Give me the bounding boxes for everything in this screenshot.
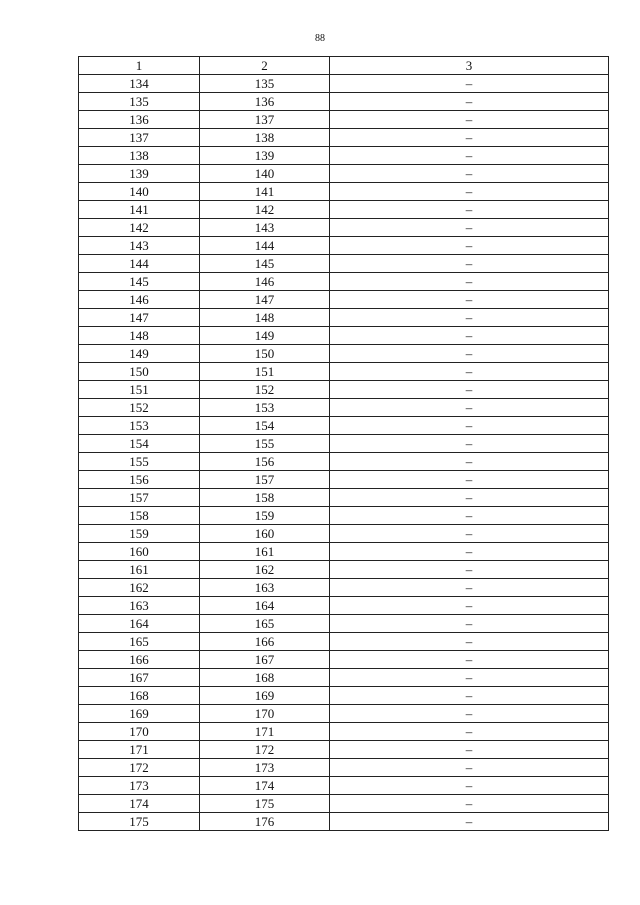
table-cell-col-1: 148 bbox=[79, 327, 200, 345]
table-cell-col-3: – bbox=[330, 417, 609, 435]
table-cell-col-3: – bbox=[330, 327, 609, 345]
table-cell-col-1: 150 bbox=[79, 363, 200, 381]
table-cell-col-2: 159 bbox=[200, 507, 330, 525]
table-cell-col-2: 149 bbox=[200, 327, 330, 345]
table-cell-col-2: 155 bbox=[200, 435, 330, 453]
table-row bbox=[79, 147, 609, 165]
column-header-1: 1 bbox=[79, 57, 200, 75]
table-cell-col-1: 149 bbox=[79, 345, 200, 363]
table-cell-col-3: – bbox=[330, 651, 609, 669]
table-cell-col-3: – bbox=[330, 489, 609, 507]
table-row bbox=[79, 255, 609, 273]
table-cell-col-1: 172 bbox=[79, 759, 200, 777]
table-cell-col-1: 136 bbox=[79, 111, 200, 129]
table-cell-col-3: – bbox=[330, 147, 609, 165]
table-row bbox=[79, 93, 609, 111]
table-cell-col-2: 152 bbox=[200, 381, 330, 399]
table-cell-col-3: – bbox=[330, 471, 609, 489]
table-cell-col-3: – bbox=[330, 633, 609, 651]
table-row bbox=[79, 237, 609, 255]
table-row bbox=[79, 777, 609, 795]
table-cell-col-1: 154 bbox=[79, 435, 200, 453]
table-cell-col-3: – bbox=[330, 309, 609, 327]
table-cell-col-2: 157 bbox=[200, 471, 330, 489]
table-cell-col-3: – bbox=[330, 237, 609, 255]
table-cell-col-2: 175 bbox=[200, 795, 330, 813]
table-cell-col-1: 143 bbox=[79, 237, 200, 255]
table-row bbox=[79, 813, 609, 831]
table-cell-col-2: 139 bbox=[200, 147, 330, 165]
table-cell-col-1: 135 bbox=[79, 93, 200, 111]
table-cell-col-3: – bbox=[330, 219, 609, 237]
table-cell-col-3: – bbox=[330, 273, 609, 291]
table-cell-col-3: – bbox=[330, 345, 609, 363]
table-cell-col-2: 170 bbox=[200, 705, 330, 723]
table-cell-col-3: – bbox=[330, 201, 609, 219]
table-cell-col-2: 169 bbox=[200, 687, 330, 705]
table-row bbox=[79, 129, 609, 147]
table-row bbox=[79, 219, 609, 237]
table-cell-col-3: – bbox=[330, 579, 609, 597]
table-row bbox=[79, 309, 609, 327]
table-cell-col-2: 140 bbox=[200, 165, 330, 183]
table-cell-col-3: – bbox=[330, 669, 609, 687]
table-row bbox=[79, 687, 609, 705]
table-cell-col-3: – bbox=[330, 93, 609, 111]
table-cell-col-3: – bbox=[330, 687, 609, 705]
table-row bbox=[79, 471, 609, 489]
table-cell-col-3: – bbox=[330, 363, 609, 381]
table-cell-col-1: 134 bbox=[79, 75, 200, 93]
table-cell-col-3: – bbox=[330, 399, 609, 417]
table-cell-col-3: – bbox=[330, 615, 609, 633]
table-cell-col-3: – bbox=[330, 597, 609, 615]
table-row bbox=[79, 633, 609, 651]
table-row bbox=[79, 579, 609, 597]
table-cell-col-3: – bbox=[330, 75, 609, 93]
table-cell-col-1: 151 bbox=[79, 381, 200, 399]
column-header-3: 3 bbox=[330, 57, 609, 75]
table-cell-col-2: 145 bbox=[200, 255, 330, 273]
table-cell-col-2: 148 bbox=[200, 309, 330, 327]
table-cell-col-2: 160 bbox=[200, 525, 330, 543]
table-cell-col-1: 167 bbox=[79, 669, 200, 687]
table-cell-col-1: 139 bbox=[79, 165, 200, 183]
data-table bbox=[78, 56, 609, 831]
table-cell-col-1: 137 bbox=[79, 129, 200, 147]
table-cell-col-2: 165 bbox=[200, 615, 330, 633]
table-cell-col-1: 165 bbox=[79, 633, 200, 651]
table-row bbox=[79, 273, 609, 291]
table-cell-col-1: 160 bbox=[79, 543, 200, 561]
table-cell-col-1: 140 bbox=[79, 183, 200, 201]
table-row bbox=[79, 453, 609, 471]
table-row bbox=[79, 327, 609, 345]
table-row bbox=[79, 291, 609, 309]
table-cell-col-2: 153 bbox=[200, 399, 330, 417]
table-cell-col-1: 142 bbox=[79, 219, 200, 237]
table-header-row bbox=[79, 57, 609, 75]
table-cell-col-2: 162 bbox=[200, 561, 330, 579]
table-cell-col-1: 171 bbox=[79, 741, 200, 759]
table-cell-col-3: – bbox=[330, 723, 609, 741]
table-row bbox=[79, 525, 609, 543]
table-cell-col-3: – bbox=[330, 813, 609, 831]
table-row bbox=[79, 705, 609, 723]
table-cell-col-2: 144 bbox=[200, 237, 330, 255]
table-cell-col-3: – bbox=[330, 291, 609, 309]
table-cell-col-2: 141 bbox=[200, 183, 330, 201]
table-cell-col-2: 171 bbox=[200, 723, 330, 741]
table-cell-col-3: – bbox=[330, 741, 609, 759]
table-cell-col-2: 147 bbox=[200, 291, 330, 309]
table-cell-col-2: 168 bbox=[200, 669, 330, 687]
table-cell-col-3: – bbox=[330, 255, 609, 273]
table-cell-col-2: 135 bbox=[200, 75, 330, 93]
table-cell-col-1: 164 bbox=[79, 615, 200, 633]
table-row bbox=[79, 201, 609, 219]
table-cell-col-2: 136 bbox=[200, 93, 330, 111]
table-cell-col-1: 144 bbox=[79, 255, 200, 273]
table-cell-col-1: 155 bbox=[79, 453, 200, 471]
table-cell-col-1: 156 bbox=[79, 471, 200, 489]
table-cell-col-1: 141 bbox=[79, 201, 200, 219]
table-cell-col-3: – bbox=[330, 525, 609, 543]
table-cell-col-3: – bbox=[330, 759, 609, 777]
table-cell-col-1: 166 bbox=[79, 651, 200, 669]
table-cell-col-2: 150 bbox=[200, 345, 330, 363]
column-header-2: 2 bbox=[200, 57, 330, 75]
table-cell-col-3: – bbox=[330, 111, 609, 129]
table-cell-col-1: 170 bbox=[79, 723, 200, 741]
table-cell-col-3: – bbox=[330, 507, 609, 525]
table-cell-col-2: 158 bbox=[200, 489, 330, 507]
table-cell-col-3: – bbox=[330, 435, 609, 453]
table-cell-col-2: 172 bbox=[200, 741, 330, 759]
table-cell-col-3: – bbox=[330, 705, 609, 723]
table-cell-col-3: – bbox=[330, 453, 609, 471]
table-row bbox=[79, 723, 609, 741]
table-cell-col-2: 174 bbox=[200, 777, 330, 795]
table-row bbox=[79, 759, 609, 777]
table-body bbox=[79, 75, 609, 831]
table-row bbox=[79, 543, 609, 561]
table-cell-col-2: 143 bbox=[200, 219, 330, 237]
table-row bbox=[79, 111, 609, 129]
table-cell-col-3: – bbox=[330, 183, 609, 201]
table-cell-col-1: 159 bbox=[79, 525, 200, 543]
table-cell-col-2: 146 bbox=[200, 273, 330, 291]
table-row bbox=[79, 183, 609, 201]
table-cell-col-1: 168 bbox=[79, 687, 200, 705]
table-cell-col-1: 161 bbox=[79, 561, 200, 579]
table-row bbox=[79, 399, 609, 417]
table-cell-col-1: 147 bbox=[79, 309, 200, 327]
table-cell-col-1: 174 bbox=[79, 795, 200, 813]
table-row bbox=[79, 381, 609, 399]
table-cell-col-2: 167 bbox=[200, 651, 330, 669]
table-cell-col-3: – bbox=[330, 795, 609, 813]
table-row bbox=[79, 75, 609, 93]
table-cell-col-2: 138 bbox=[200, 129, 330, 147]
table-cell-col-3: – bbox=[330, 561, 609, 579]
table-row bbox=[79, 615, 609, 633]
table-cell-col-1: 146 bbox=[79, 291, 200, 309]
table-cell-col-2: 151 bbox=[200, 363, 330, 381]
table-row bbox=[79, 651, 609, 669]
table-cell-col-1: 158 bbox=[79, 507, 200, 525]
table-cell-col-2: 166 bbox=[200, 633, 330, 651]
table-row bbox=[79, 345, 609, 363]
table-cell-col-3: – bbox=[330, 165, 609, 183]
table-cell-col-2: 164 bbox=[200, 597, 330, 615]
table-cell-col-1: 138 bbox=[79, 147, 200, 165]
page-number: 88 bbox=[315, 33, 325, 44]
table-cell-col-3: – bbox=[330, 543, 609, 561]
table-cell-col-2: 154 bbox=[200, 417, 330, 435]
table-cell-col-1: 152 bbox=[79, 399, 200, 417]
table-row bbox=[79, 417, 609, 435]
table-row bbox=[79, 507, 609, 525]
table-row bbox=[79, 597, 609, 615]
table-cell-col-2: 156 bbox=[200, 453, 330, 471]
table-cell-col-1: 145 bbox=[79, 273, 200, 291]
table-cell-col-1: 163 bbox=[79, 597, 200, 615]
table-cell-col-2: 161 bbox=[200, 543, 330, 561]
table-cell-col-1: 162 bbox=[79, 579, 200, 597]
table-cell-col-2: 163 bbox=[200, 579, 330, 597]
table-cell-col-1: 175 bbox=[79, 813, 200, 831]
table-row bbox=[79, 489, 609, 507]
table-row bbox=[79, 435, 609, 453]
table-cell-col-1: 157 bbox=[79, 489, 200, 507]
table-cell-col-2: 173 bbox=[200, 759, 330, 777]
table-cell-col-1: 153 bbox=[79, 417, 200, 435]
table-cell-col-2: 176 bbox=[200, 813, 330, 831]
table-row bbox=[79, 741, 609, 759]
table-cell-col-1: 169 bbox=[79, 705, 200, 723]
table-row bbox=[79, 795, 609, 813]
table-row bbox=[79, 165, 609, 183]
table-row bbox=[79, 561, 609, 579]
table-cell-col-2: 142 bbox=[200, 201, 330, 219]
table-cell-col-2: 137 bbox=[200, 111, 330, 129]
table-cell-col-3: – bbox=[330, 129, 609, 147]
table-row bbox=[79, 363, 609, 381]
table-cell-col-1: 173 bbox=[79, 777, 200, 795]
table-cell-col-3: – bbox=[330, 777, 609, 795]
table-cell-col-3: – bbox=[330, 381, 609, 399]
table-row bbox=[79, 669, 609, 687]
